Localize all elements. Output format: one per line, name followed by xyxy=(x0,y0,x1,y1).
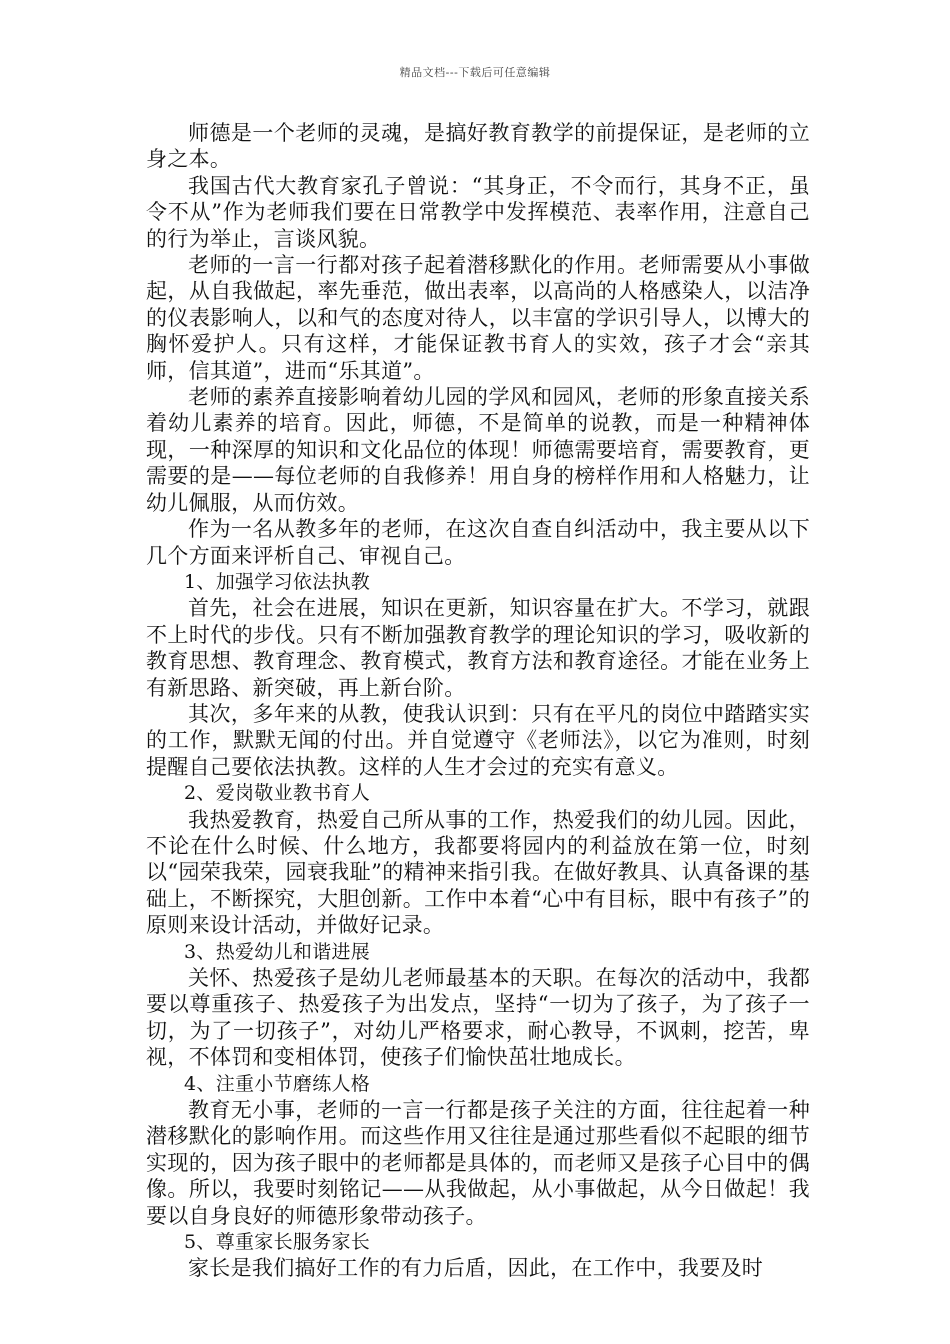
paragraph: 家长是我们搞好工作的有力后盾，因此，在工作中，我要及时 xyxy=(188,1256,764,1281)
paragraph: 作为一名从教多年的老师，在这次自查自纠活动中，我主要从以下几个方面来评析自己、审视自己。 xyxy=(146,517,810,568)
paragraph: 首先，社会在进展，知识在更新，知识容量在扩大。不学习，就跟不上时代的步伐。只有不断加强教育教学的理论知识的学习，吸收新的教育思想、教育理念、教育模式，教育方法和教育途径。才能在业务上有新思路、新突破，再上新台阶。 xyxy=(146,596,810,700)
paragraph: 关怀、热爱孩子是幼儿老师最基本的天职。在每次的活动中，我都要以尊重孩子、热爱孩子为出发点，坚持“一切为了孩子，为了孩子一切，为了一切孩子”，对幼儿严格要求，耐心教导，不讽刺，挖苦，卑视，不体罚和变相体罚，使孩子们愉快茁壮地成长。 xyxy=(146,966,810,1070)
section-heading: 2、爱岗敬业教书育人 xyxy=(184,782,371,805)
section-heading: 3、热爱幼儿和谐进展 xyxy=(184,940,371,963)
paragraph: 老师的一言一行都对孩子起着潜移默化的作用。老师需要从小事做起，从自我做起，率先垂范，做出表率，以高尚的人格感染人，以洁净的仪表影响人，以和气的态度对待人，以丰富的学识引导人，以博大的胸怀爱护人。只有这样，才能保证教书育人的实效，孩子才会“亲其师，信其道”，进而“乐其道”。 xyxy=(146,253,810,383)
page-header: 精品文档---下载后可任意编辑 xyxy=(399,66,551,79)
paragraph: 我热爱教育，热爱自己所从事的工作，热爱我们的幼儿园。因此，不论在什么时候、什么地方，我都要将园内的利益放在第一位，时刻以“园荣我荣，园衰我耻”的精神来指引我。在做好教具、认真备课的基础上，不断探究，大胆创新。工作中本着“心中有目标，眼中有孩子”的原则来设计活动，并做好记录。 xyxy=(146,807,810,938)
section-heading: 4、注重小节磨练人格 xyxy=(184,1072,371,1095)
section-heading: 1、加强学习依法执教 xyxy=(184,570,371,593)
paragraph: 老师的素养直接影响着幼儿园的学风和园风，老师的形象直接关系着幼儿素养的培育。因此，师德，不是简单的说教，而是一种精神体现，一种深厚的知识和文化品位的体现！师德需要培育，需要教育，更需要的是——每位老师的自我修养！用自身的榜样作用和人格魅力，让幼儿佩服，从而仿效。 xyxy=(146,385,810,515)
paragraph: 我国古代大教育家孔子曾说：“其身正，不令而行，其身不正，虽令不从”作为老师我们要在日常教学中发挥模范、表率作用，注意自己的行为举止，言谈风貌。 xyxy=(146,173,810,251)
paragraph: 教育无小事，老师的一言一行都是孩子关注的方面，往往起着一种潜移默化的影响作用。而这些作用又往往是通过那些看似不起眼的细节实现的，因为孩子眼中的老师都是具体的，而老师又是孩子心目中的偶像。所以，我要时刻铭记——从我做起，从小事做起，从今日做起！我要以自身良好的师德形象带动孩子。 xyxy=(146,1098,810,1228)
document-body xyxy=(146,120,810,1282)
section-heading: 5、尊重家长服务家长 xyxy=(184,1231,371,1254)
paragraph: 其次，多年来的从教，使我认识到：只有在平凡的岗位中踏踏实实的工作，默默无闻的付出。并自觉遵守《老师法》，以它为准则，时刻提醒自己要依法执教。这样的人生才会过的充实有意义。 xyxy=(146,701,810,779)
paragraph: 师德是一个老师的灵魂，是搞好教育教学的前提保证，是老师的立身之本。 xyxy=(146,121,810,172)
